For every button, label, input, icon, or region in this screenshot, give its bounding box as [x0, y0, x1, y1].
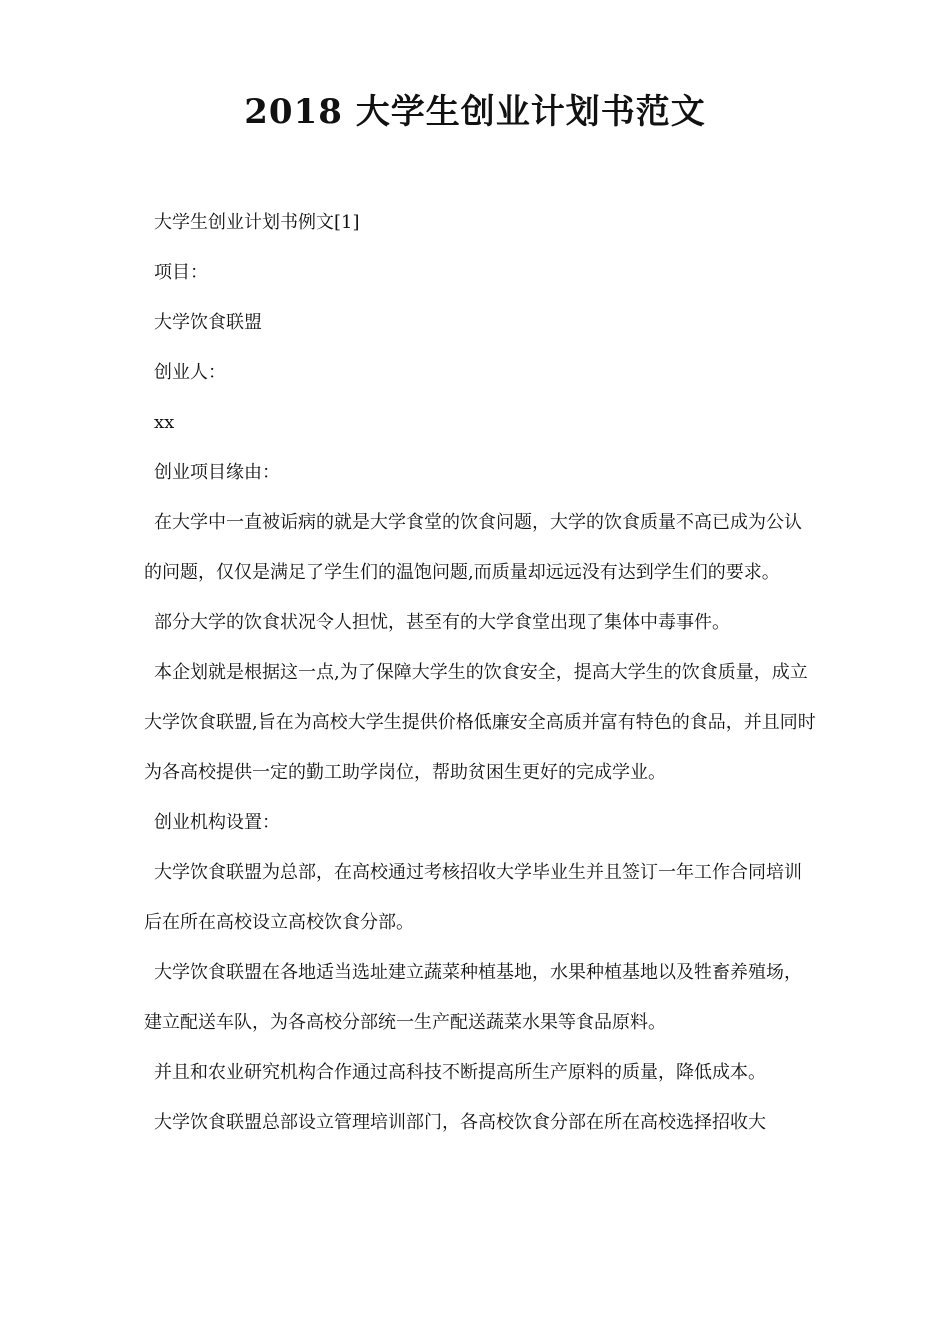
paragraph: 创业人：: [154, 362, 226, 383]
paragraph: 创业项目缘由：: [154, 462, 280, 483]
paragraph: 大学生创业计划书例文[1]: [154, 212, 360, 233]
paragraph: xx: [154, 412, 175, 433]
paragraph: 部分大学的饮食状况令人担忧，甚至有的大学食堂出现了集体中毒事件。: [154, 612, 730, 633]
document-title: 2018 大学生创业计划书范文: [244, 92, 706, 132]
paragraph: 本企划就是根据这一点,为了保障大学生的饮食安全，提高大学生的饮食质量，成立大学饮食联盟,旨在为高校大学生提供价格低廉安全高质并富有特色的食品，并且同时为各高校提供一定的勤工助学岗位，帮助贫困生更好的完成学业。: [144, 662, 816, 783]
paragraph: 在大学中一直被诟病的就是大学食堂的饮食问题，大学的饮食质量不高已成为公认的问题，仅仅是满足了学生们的温饱问题,而质量却远远没有达到学生们的要求。: [144, 512, 802, 583]
paragraph: 大学饮食联盟: [154, 312, 262, 333]
paragraph: 大学饮食联盟为总部，在高校通过考核招收大学毕业生并且签订一年工作合同培训后在所在高校设立高校饮食分部。: [144, 862, 802, 933]
paragraph: 并且和农业研究机构合作通过高科技不断提高所生产原料的质量，降低成本。: [154, 1062, 766, 1083]
paragraph: 大学饮食联盟在各地适当选址建立蔬菜种植基地，水果种植基地以及牲畜养殖场，建立配送车队，为各高校分部统一生产配送蔬菜水果等食品原料。: [144, 962, 802, 1033]
paragraph: 大学饮食联盟总部设立管理培训部门，各高校饮食分部在所在高校选择招收大: [154, 1112, 766, 1133]
paragraph: 创业机构设置：: [154, 812, 280, 833]
paragraph: 项目：: [154, 262, 208, 283]
document-body: [144, 198, 816, 1148]
